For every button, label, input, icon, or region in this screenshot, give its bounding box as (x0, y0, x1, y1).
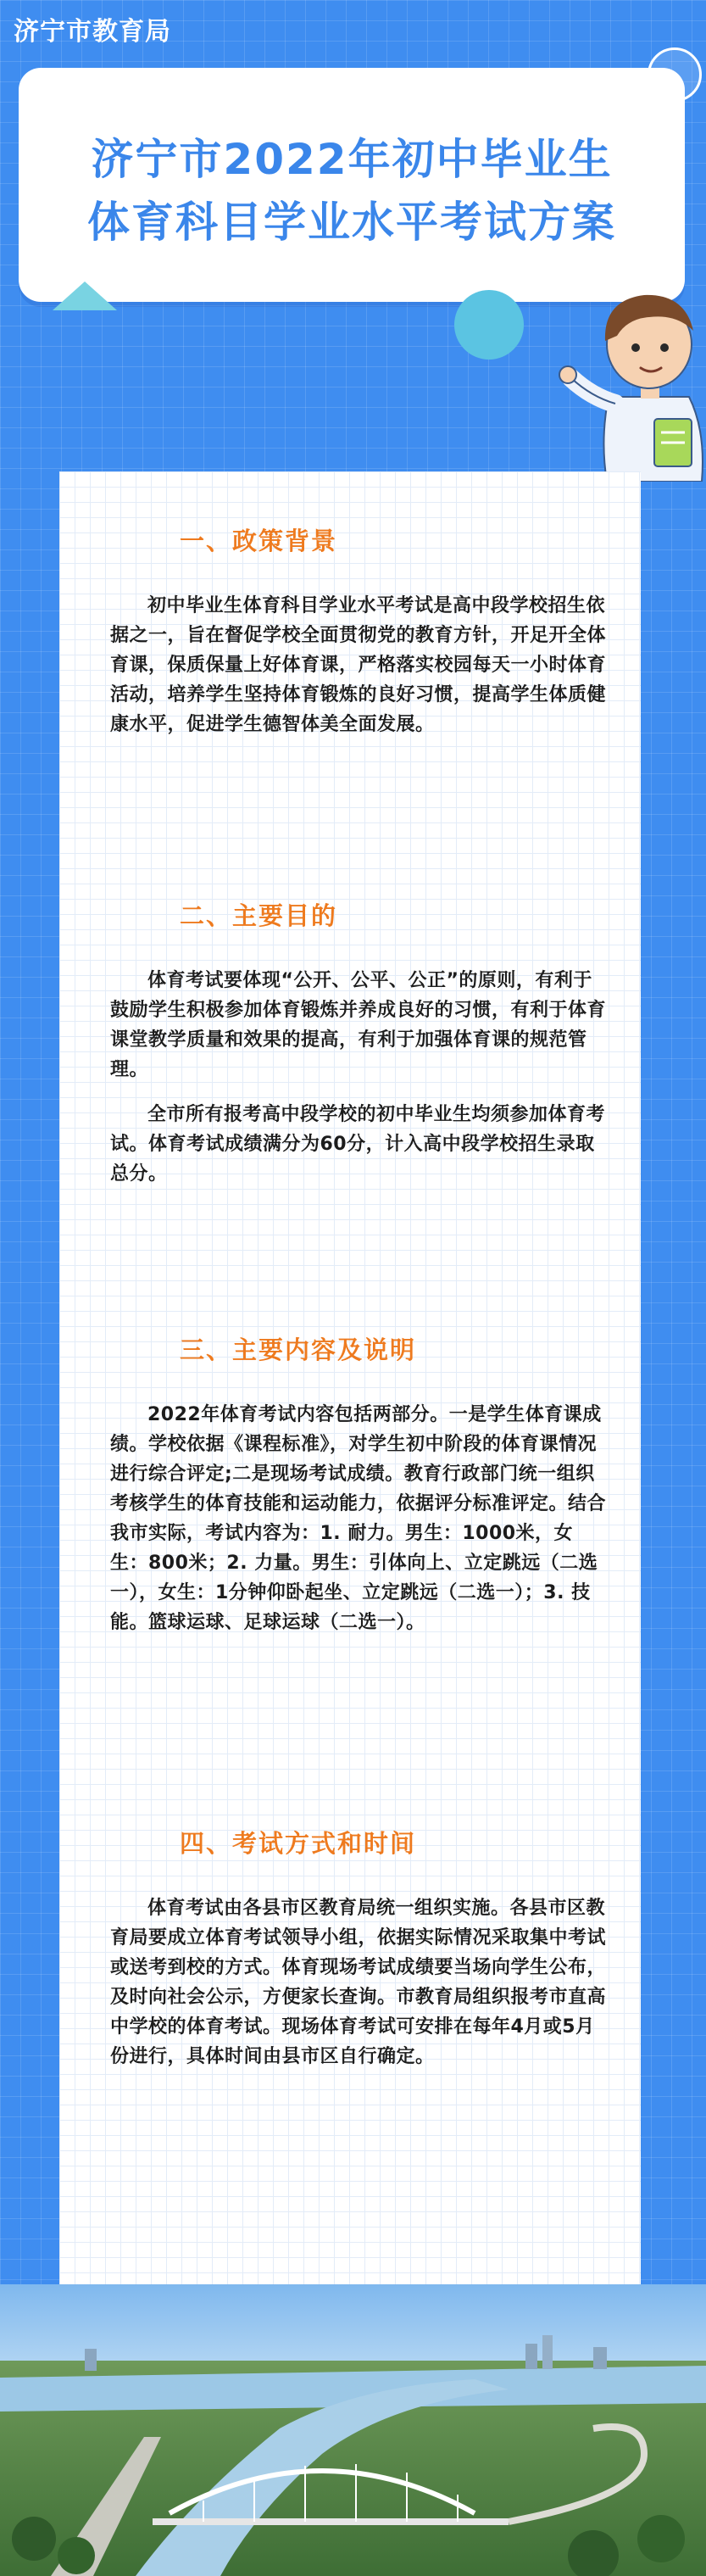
content-card (59, 471, 641, 2294)
section-title: 三、主要内容及说明 (180, 1335, 417, 1364)
section-paragraph: 全市所有报考高中段学校的初中毕业生均须参加体育考试。体育考试成绩满分为60分，计入高中段学校招生录取总分。 (110, 1104, 606, 1185)
decorative-circle (454, 290, 524, 360)
section-paragraph: 初中毕业生体育科目学业水平考试是高中段学校招生依据之一，旨在督促学校全面贯彻党的教育方针，开足开全体育课，保质保量上好体育课，严格落实校园每天一小时体育活动，培养学生坚持体育锻炼的良好习惯，提高学生体质健康水平，促进学生德智体美全面发展。 (110, 595, 607, 735)
section-title: 四、考试方式和时间 (180, 1829, 417, 1858)
section-paragraph: 体育考试要体现“公开、公平、公正”的原则，有利于鼓励学生积极参加体育锻炼并养成良好的习惯，有利于体育课堂教学质量和效果的提高，有利于加强体育课的规范管理。 (110, 970, 607, 1080)
section-title: 二、主要目的 (180, 901, 338, 930)
page-title-line2: 体育科目学业水平考试方案 (87, 198, 616, 247)
section-main-content (110, 1331, 610, 1653)
cartoon-teacher-illustration (549, 270, 706, 482)
section-title: 一、政策背景 (180, 527, 338, 555)
section-exam-method-time (110, 1825, 610, 2087)
section-paragraph: 2022年体育考试内容包括两部分。一是学生体育课成绩。学校依据《课程标准》，对学生初中阶段的体育课情况进行综合评定;二是现场考试成绩。教育行政部门统一组织考核学生的体育技能和运动能力，依据评分标准评定。结合我市实际，考试内容为：1. 耐力。男生：1000米，女生：800米；2. 力量。男生：引体向上、立定跳远（二选一），女生：1分钟仰卧起坐、立定跳远（二选一）；3. 技能。篮球运球、足球运球（二选一）。 (110, 1404, 607, 1633)
section-main-purpose (110, 897, 610, 1204)
title-card (19, 68, 685, 302)
decorative-triangle (53, 282, 117, 310)
page-title-line1: 济宁市2022年初中毕业生 (91, 135, 613, 184)
org-name: 济宁市教育局 (14, 17, 171, 47)
section-policy-background (110, 522, 610, 755)
section-paragraph: 体育考试由各县市区教育局统一组织实施。各县市区教育局要成立体育考试领导小组，依据实际情况采取集中考试或送考到校的方式。体育现场考试成绩要当场向学生公布，及时向社会公示，方便家长查询。市教育局组织报考市直高中学校的体育考试。现场体育考试可安排在每年4月或5月份进行，具体时间由县市区自行确定。 (110, 1898, 607, 2067)
city-bridge-aerial-photo (0, 2284, 706, 2576)
